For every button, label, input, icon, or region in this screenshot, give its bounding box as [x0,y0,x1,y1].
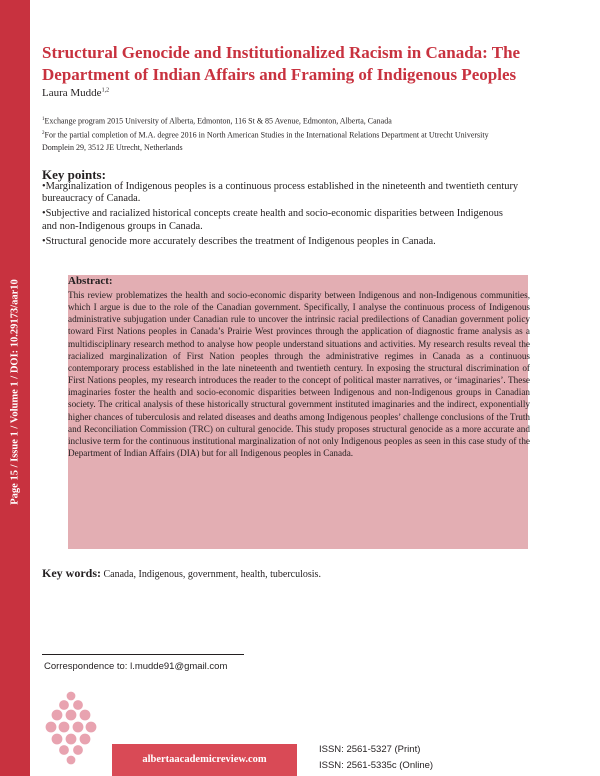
author-superscript: 1,2 [101,87,110,94]
affiliation-2: $^2$For the partial completion of M.A. degree 2016 in North American Studies in the International Relations Department at Utrecht University Domplein 29, 3512 JE Utrecht, Netherlands [42,130,489,153]
key-point-item: •Structural genocide more accurately describes the treatment of Indigenous peoples in Canada. [42,235,436,247]
affiliation-1: $^1$Exchange program 2015 University of Alberta, Edmonton, 116 St & 85 Avenue, Edmonton, Alberta, Canada [42,116,392,126]
keywords-label: Key words: [42,566,101,580]
keywords [42,566,321,581]
footnote-rule [42,654,244,655]
sidebar-band [0,0,30,776]
key-point-item: •Subjective and racialized historical concepts create health and socio-economic disparities between Indigenous and non-Indigenous groups in Canada. [42,208,503,232]
issn-print: ISSN: 2561-5327 (Print) [319,744,421,755]
key-point-item: •Marginalization of Indigenous peoples is a continuous process established in the nineteenth and twentieth century bureaucracy of Canada. [42,181,519,205]
affiliations [42,114,522,155]
abstract-text: This review problematizes the health and socio-economic disparity between Indigenous and non-Indigenous communities, which I argue is due to the role of the Canadian government. Specifically, I analyse the continuous process of Indigenous administrative subjugation under Canadian rule to uncover the intrinsic racial predilections of Canadian government policy toward First Nations peoples in Canada’s Prairie West provinces through the application of diagnostic frame analysis as a multidisciplinary research method to analyse how people understand situations and activities. My research results reveal the racialized marginalization of First Nation peoples through the administrative regimes in Canada as a continuous contemporary process established in the late nineteenth and twentieth century. In exposing the structural discrimination of First Nations peoples, my research introduces the reader to the concept of political master narratives, or ‘imaginaries’. These imaginaries foster the health and socio-economic disparities between Indigenous and non-Indigenous groups in Canadian society. The critical analysis of these historically structural government instituted imaginaries and the indirect, exponentially higher chances of tuberculosis and related diseases and deaths among Indigenous peoples’ challenge conclusions of the Truth and Reconciliation Commission (TRC) on cultural genocide. This study proposes structural genocide as a more accurate and inclusive term for the continuous institutional marginalization of not only Indigenous peoples as seen in this case study of the Department of Indian Affairs (DIA) but for all Indigenous peoples in Canada. [68,290,530,459]
abstract-heading: Abstract: [68,275,113,287]
website-link[interactable]: albertaacademicreview.com [142,754,267,765]
key-points-heading: Key points: [42,167,106,182]
author-name: Laura Mudde [42,87,102,99]
issn-online: ISSN: 2561-5335c (Online) [319,760,434,771]
sidebar-citation: Page 15 / Issue 1 / Volume 1 / DOI: 10.29173/aar10 [9,279,21,505]
author [42,87,109,99]
key-points-list [42,181,520,251]
article-title: Structural Genocide and Institutionalized Racism in Canada: The Department of Indian Affairs and Framing of Indigenous Peoples [42,43,521,84]
keywords-text: Canada, Indigenous, government, health, tuberculosis. [103,569,321,580]
pinecone-logo-icon [40,690,102,770]
correspondence: Correspondence to: l.mudde91@gmail.com [44,661,228,672]
